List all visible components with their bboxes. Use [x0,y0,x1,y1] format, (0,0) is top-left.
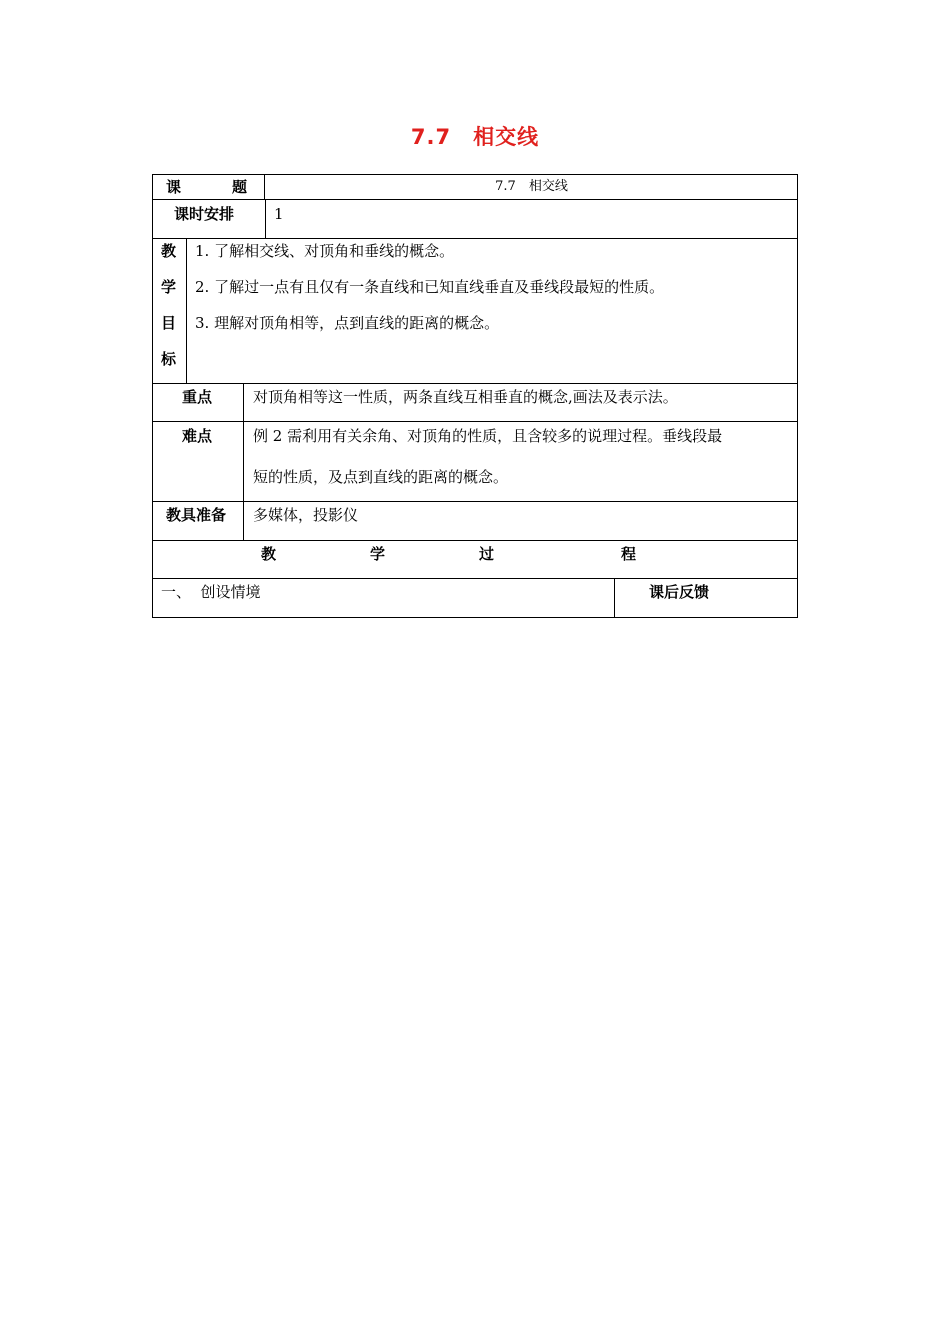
row-divider [152,199,798,200]
key-point-value: 对顶角相等这一性质，两条直线互相垂直的概念,画法及表示法。 [253,388,678,406]
row-divider [152,383,798,384]
schedule-label: 课时安排 [174,205,235,223]
table-border-right [797,174,798,618]
row-divider [152,421,798,422]
title-number: 7.7 [410,125,452,149]
difficulty-label: 难点 [182,427,213,445]
title-text: 相交线 [473,125,540,149]
goals-label-char: 标 [161,350,177,368]
topic-value: 7.7 相交线 [495,179,568,194]
tools-value: 多媒体，投影仪 [253,506,359,524]
process-heading-char: 教 [261,545,277,563]
process-heading-char: 学 [370,545,386,563]
row-divider [152,540,798,541]
goal-item: 1. 了解相交线、对顶角和垂线的概念。 [195,242,455,260]
goal-item: 2. 了解过一点有且仅有一条直线和已知直线垂直及垂线段最短的性质。 [195,278,665,296]
process-heading-char: 过 [479,545,495,563]
table-border-left [152,174,153,618]
goals-label-char: 学 [161,278,177,296]
column-divider [243,383,244,540]
column-divider [186,238,187,383]
process-heading-char: 程 [621,545,637,563]
topic-label-1: 课 [166,178,182,196]
document-title [0,121,950,151]
column-divider [265,199,266,238]
topic-label-2: 题 [232,178,248,196]
goal-item: 3. 理解对顶角相等，点到直线的距离的概念。 [195,314,500,332]
lesson-plan-table [152,174,798,618]
goals-label-char: 教 [161,242,177,260]
row-divider [152,578,798,579]
column-divider [614,578,615,617]
tools-label: 教具准备 [166,506,227,524]
section-one-heading: 一、 创设情境 [161,583,261,601]
row-divider [152,501,798,502]
feedback-label: 课后反馈 [649,583,710,601]
key-point-label: 重点 [182,388,213,406]
row-divider [152,238,798,239]
difficulty-line: 例 2 需利用有关余角、对顶角的性质，且含较多的说理过程。垂线段最 [253,427,723,445]
goals-label-char: 目 [161,314,177,332]
table-border-bottom [152,617,798,618]
difficulty-line: 短的性质，及点到直线的距离的概念。 [253,468,509,486]
table-border-top [152,174,798,175]
schedule-value: 1 [274,205,284,223]
